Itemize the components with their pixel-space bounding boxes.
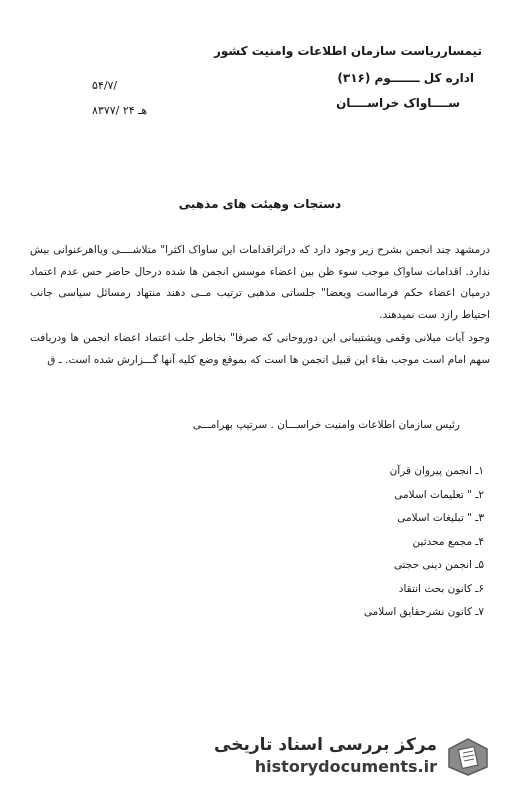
document-number: ۸۳۷۷/ ۲۴ هـ: [92, 104, 148, 117]
list-item: ۷ـ کانون نشرحقایق اسلامی: [363, 606, 484, 618]
body-paragraph-2: وجود آیات میلانی وقمی وپشتیبانی این دوروحانی که صرفا" بخاطر جلب اعتماد اعضاء انجمن ها ودریافت سهم امام است موجب بقاء این قبیل انجمن ها است که بموقع وضع کلیه آنها گـــزارش شده است. ـ ق: [30, 332, 490, 366]
list-item: ۵ـ انجمن دینی حجتی: [393, 559, 484, 571]
header-department: اداره کل ـــــــوم (۳۱۶): [337, 71, 474, 85]
header-addressee: تیمسارریاست سازمان اطلاعات وامنیت کشور: [213, 44, 482, 58]
list-item: ۶ـ کانون بحث انتقاد: [398, 582, 484, 595]
association-list: [184, 460, 484, 625]
header-sender: ســــاواک خراســــان: [336, 96, 460, 110]
list-item: ۴ـ مجمع محدثین: [412, 535, 484, 548]
list-item: ۱ـ انجمن پیروان قرآن: [389, 465, 484, 477]
watermark: [214, 735, 495, 780]
document-subject: دستجات وهیئت های مذهبی: [178, 197, 342, 211]
watermark-title: مرکز بررسی اسناد تاریخی: [214, 735, 437, 755]
list-item: ۲ـ " تعلیمات اسلامی: [394, 488, 484, 501]
watermark-url: historydocuments.ir: [254, 757, 437, 776]
body-paragraph-1: درمشهد چند انجمن بشرح زیر وجود دارد که دراثراقدامات این ساواک اکثرا" متلاشــــی ویااهرعنوانی بیش ندارد. اقدامات ساواک موجب سوء ظن بین اعضاء موسس انجمن ها شده درحال حاضر حس عدم اعتماد درمیان اعضاء حکم فرمااست ویعضا" جلساتی مذهبی ترتیب مــی دهند منتهاد رمسائل سیاسی جانب احتیاط رازد ست نمیدهند.: [30, 244, 490, 321]
list-item: ۳ـ " تبلیغات اسلامی: [397, 512, 484, 524]
document-date: ۵۴/۷/: [92, 79, 118, 92]
document-seal-icon: [445, 737, 491, 777]
signature-line: رئیس سازمان اطلاعات وامنیت خراســـان . سرتیپ بهرامـــی: [192, 419, 460, 431]
